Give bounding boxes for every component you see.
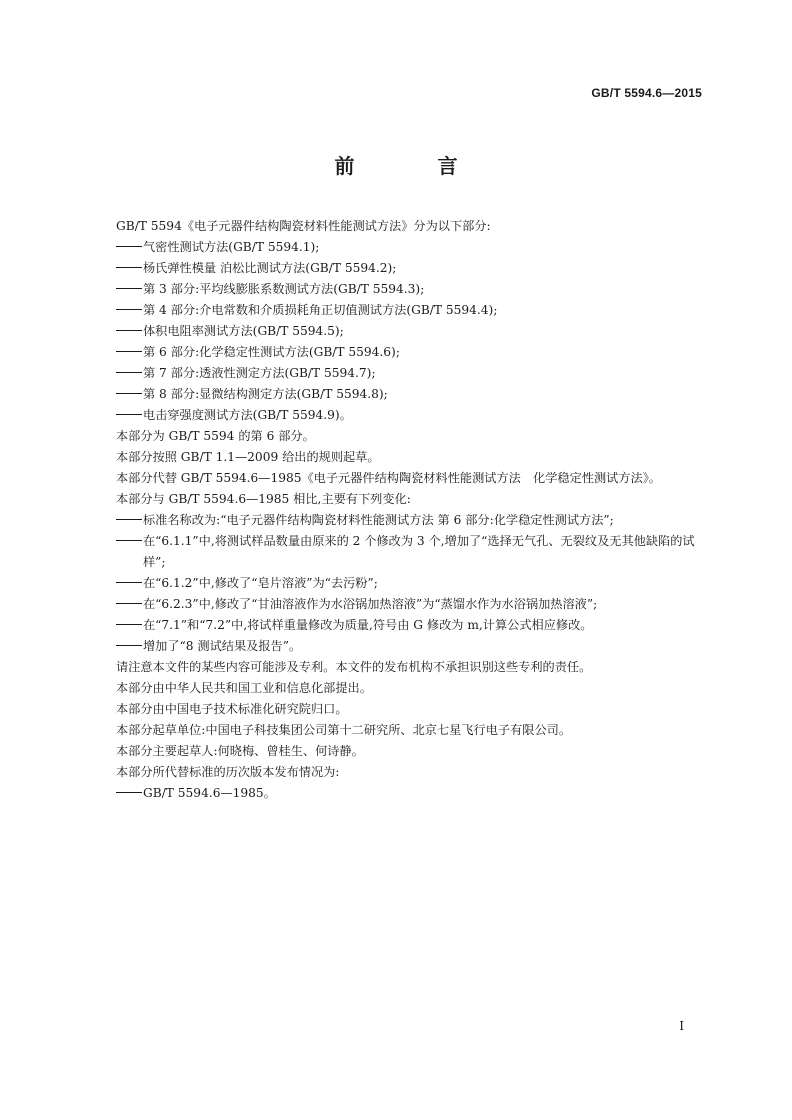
dash-mark: [116, 792, 142, 793]
dash-mark: [116, 351, 142, 352]
dash-mark: [116, 603, 142, 604]
list-item: 气密性测试方法(GB/T 5594.1);: [90, 237, 704, 258]
dash-mark: [116, 519, 142, 520]
list-item: 在“6.2.3”中,修改了“甘油溶液作为水浴锅加热溶液”为“蒸馏水作为水浴锅加热溶液”;: [90, 594, 704, 615]
standard-number: GB/T 5594.6—2015: [591, 86, 702, 100]
paragraph: 本部分按照 GB/T 1.1—2009 给出的规则起草。: [116, 450, 380, 464]
list-item: 第 4 部分:介电常数和介质损耗角正切值测试方法(GB/T 5594.4);: [90, 300, 704, 321]
page-number: I: [679, 1019, 684, 1033]
paragraph: 本部分为 GB/T 5594 的第 6 部分。: [116, 429, 315, 443]
dash-mark: [116, 309, 142, 310]
list-item: 在“6.1.1”中,将测试样品数量由原来的 2 个修改为 3 个,增加了“选择无气孔、无裂纹及无其他缺陷的试样”;: [90, 531, 704, 573]
dash-mark: [116, 330, 142, 331]
list-item: 体积电阻率测试方法(GB/T 5594.5);: [90, 321, 704, 342]
list-item: 增加了“8 测试结果及报告”。: [90, 636, 704, 657]
dash-mark: [116, 246, 142, 247]
dash-mark: [116, 393, 142, 394]
paragraph: 本部分主要起草人:何晓梅、曾桂生、何诗静。: [116, 744, 364, 758]
list-item: 第 6 部分:化学稳定性测试方法(GB/T 5594.6);: [90, 342, 704, 363]
list-item: 在“7.1”和“7.2”中,将试样重量修改为质量,符号由 G 修改为 m,计算公式相应修改。: [90, 615, 704, 636]
paragraph: 本部分由中国电子技术标准化研究院归口。: [116, 702, 348, 716]
dash-mark: [116, 582, 142, 583]
list-item: GB/T 5594.6—1985。: [90, 783, 704, 804]
paragraph: 本部分所代替标准的历次版本发布情况为:: [116, 765, 340, 779]
paragraph: 本部分与 GB/T 5594.6—1985 相比,主要有下列变化:: [116, 492, 411, 506]
dash-mark: [116, 645, 142, 646]
intro-paragraph: GB/T 5594《电子元器件结构陶瓷材料性能测试方法》分为以下部分:: [116, 219, 491, 233]
dash-mark: [116, 372, 142, 373]
dash-mark: [116, 414, 142, 415]
paragraph: 本部分起草单位:中国电子科技集团公司第十二研究所、北京七星飞行电子有限公司。: [116, 723, 572, 737]
foreword-body: [90, 216, 704, 804]
page-title: 前 言: [334, 154, 496, 178]
list-item: 标准名称改为:“电子元器件结构陶瓷材料性能测试方法 第 6 部分:化学稳定性测试方法”;: [90, 510, 704, 531]
list-item: 电击穿强度测试方法(GB/T 5594.9)。: [90, 405, 704, 426]
dash-mark: [116, 624, 142, 625]
paragraph: 请注意本文件的某些内容可能涉及专利。本文件的发布机构不承担识别这些专利的责任。: [116, 660, 592, 674]
dash-mark: [116, 288, 142, 289]
paragraph: 本部分由中华人民共和国工业和信息化部提出。: [116, 681, 372, 695]
dash-mark: [116, 540, 142, 541]
paragraph: 本部分代替 GB/T 5594.6—1985《电子元器件结构陶瓷材料性能测试方法 化学稳定性测试方法》。: [116, 471, 661, 485]
list-item: 在“6.1.2”中,修改了“皂片溶液”为“去污粉”;: [90, 573, 704, 594]
dash-mark: [116, 267, 142, 268]
list-item: 杨氏弹性模量 泊松比测试方法(GB/T 5594.2);: [90, 258, 704, 279]
list-item: 第 8 部分:显微结构测定方法(GB/T 5594.8);: [90, 384, 704, 405]
list-item: 第 3 部分:平均线膨胀系数测试方法(GB/T 5594.3);: [90, 279, 704, 300]
list-item: 第 7 部分:透液性测定方法(GB/T 5594.7);: [90, 363, 704, 384]
